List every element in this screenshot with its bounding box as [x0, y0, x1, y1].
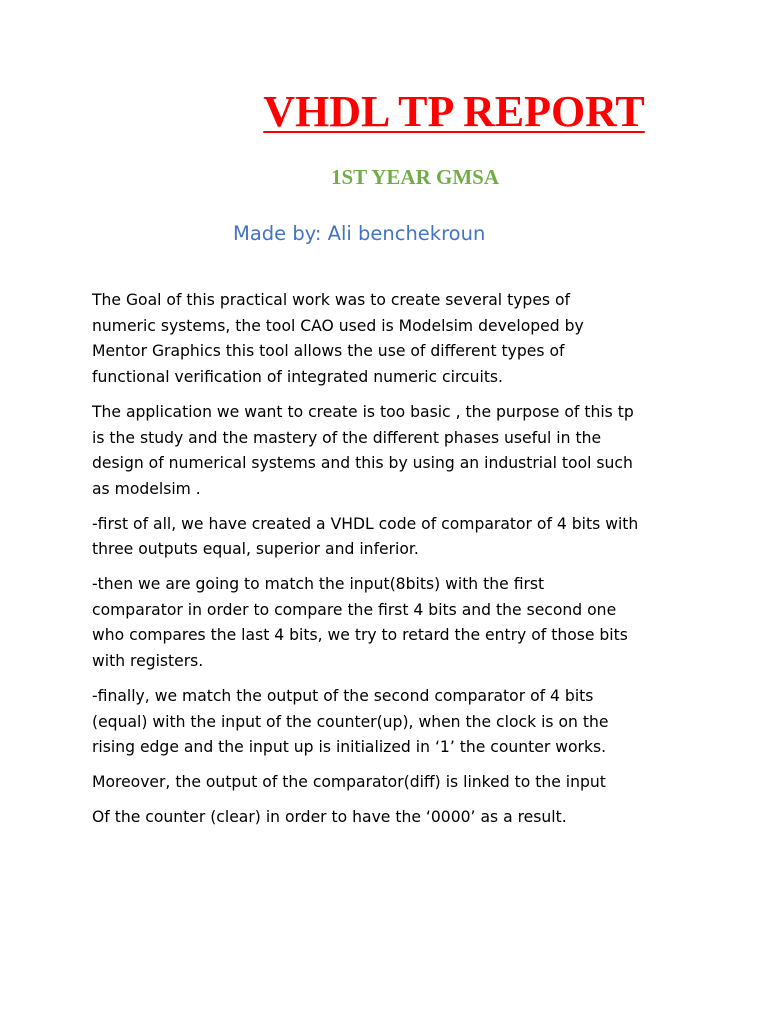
- document-title: VHDL TP REPORT: [263, 87, 645, 136]
- paragraph-clear: Of the counter (clear) in order to have the ‘0000’ as a result.: [92, 807, 567, 826]
- paragraph-final-step: -finally, we match the output of the second comparator of 4 bits (equal) with the input of the counter(up), when the clock is on the rising edge and the input up is initialized in ‘1’ the counter works.: [92, 686, 609, 757]
- paragraph-second-step: -then we are going to match the input(8bits) with the first comparator in order to compare the first 4 bits and the second one who compares the last 4 bits, we try to retard the entry of those bits with registers.: [92, 575, 628, 671]
- document-subtitle: 1ST YEAR GMSA: [330, 165, 500, 189]
- paragraph-first-step: -first of all, we have created a VHDL code of comparator of 4 bits with three outputs equal, superior and inferior.: [92, 514, 639, 559]
- paragraph-application: The application we want to create is too basic , the purpose of this tp is the study and the mastery of the different phases useful in the design of numerical systems and this by using an industrial tool such as modelsim .: [92, 402, 634, 498]
- paragraph-moreover: Moreover, the output of the comparator(diff) is linked to the input: [92, 772, 606, 791]
- paragraph-goal: The Goal of this practical work was to create several types of numeric systems, the tool CAO used is Modelsim developed by Mentor Graphics this tool allows the use of different types of functional verification of integrated numeric circuits.: [92, 291, 584, 387]
- author-line: Made by: Ali benchekroun: [233, 222, 486, 245]
- document-body: [92, 288, 692, 839]
